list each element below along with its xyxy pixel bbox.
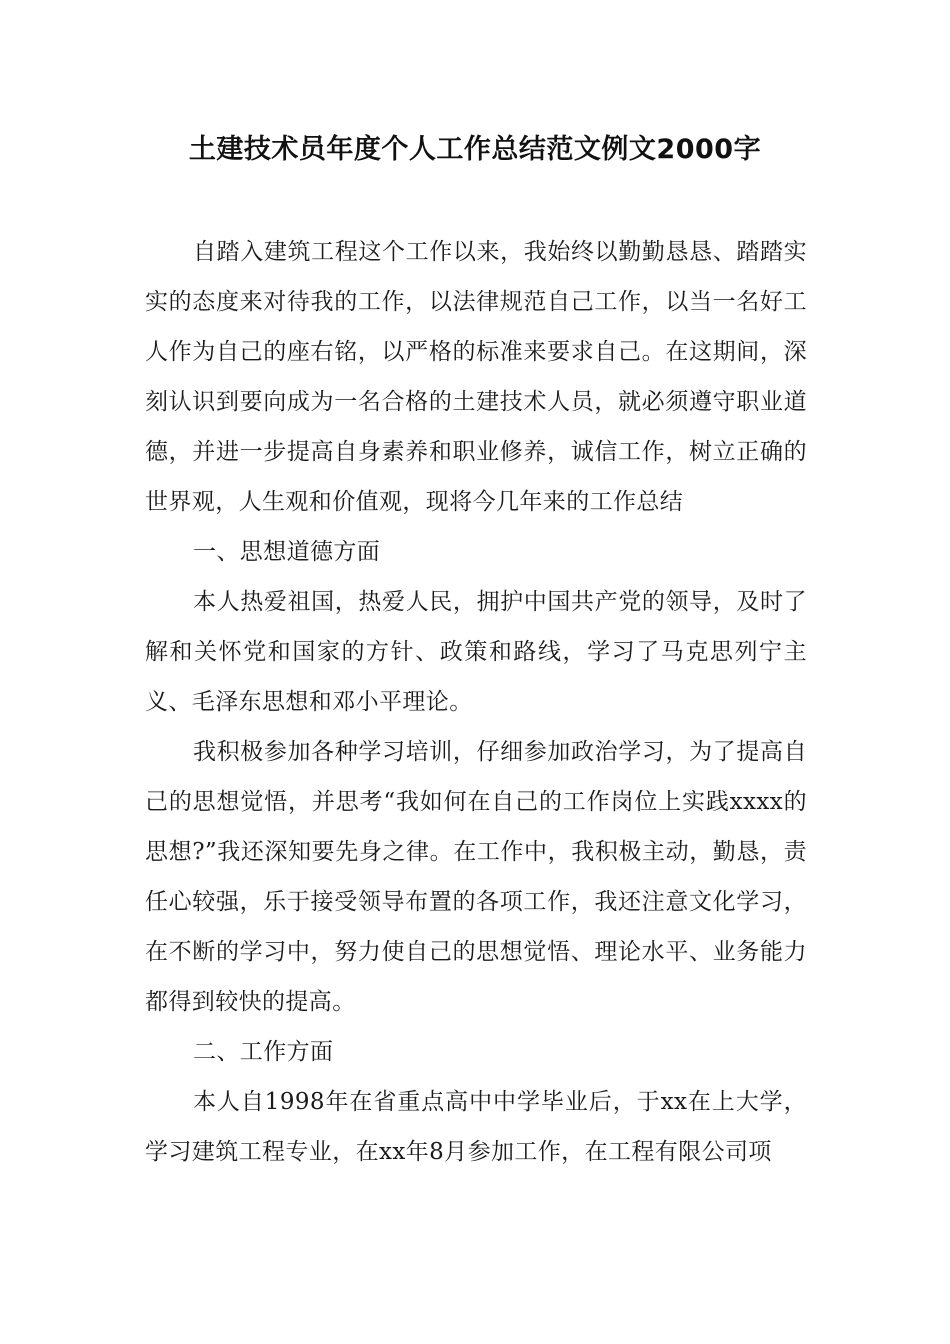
document-title: 土建技术员年度个人工作总结范文例文2000字 <box>188 134 762 165</box>
paragraph-intro: 自踏入建筑工程这个工作以来，我始终以勤勤恳恳、踏踏实实的态度来对待我的工作，以法律规范自己工作，以当一名好工人作为自己的座右铭，以严格的标准来要求自己。在这期间，深刻认识到要向成为一名合格的土建技术人员，就必须遵守职业道德，并进一步提高自身素养和职业修养，诚信工作，树立正确的世界观，人生观和价值观，现将今几年来的工作总结 <box>145 239 807 515</box>
section-heading-work: 二、工作方面 <box>193 1039 334 1065</box>
section-heading-ideology: 一、思想道德方面 <box>193 539 381 565</box>
paragraph-career: 本人自1998年在省重点高中中学毕业后，于xx在上大学，学习建筑工程专业，在xx年8月参加工作，在工程有限公司项 <box>145 1089 807 1165</box>
paragraph-patriotism: 本人热爱祖国，热爱人民，拥护中国共产党的领导，及时了解和关怀党和国家的方针、政策和路线，学习了马克思列宁主义、毛泽东思想和邓小平理论。 <box>145 589 807 715</box>
document-body <box>145 227 807 1177</box>
paragraph-study: 我积极参加各种学习培训，仔细参加政治学习，为了提高自己的思想觉悟，并思考“我如何在自己的工作岗位上实践xxxx的思想?”我还深知要先身之律。在工作中，我积极主动，勤恳，责任心较强，乐于接受领导布置的各项工作，我还注意文化学习，在不断的学习中，努力使自己的思想觉悟、理论水平、业务能力都得到较快的提高。 <box>145 739 807 1015</box>
